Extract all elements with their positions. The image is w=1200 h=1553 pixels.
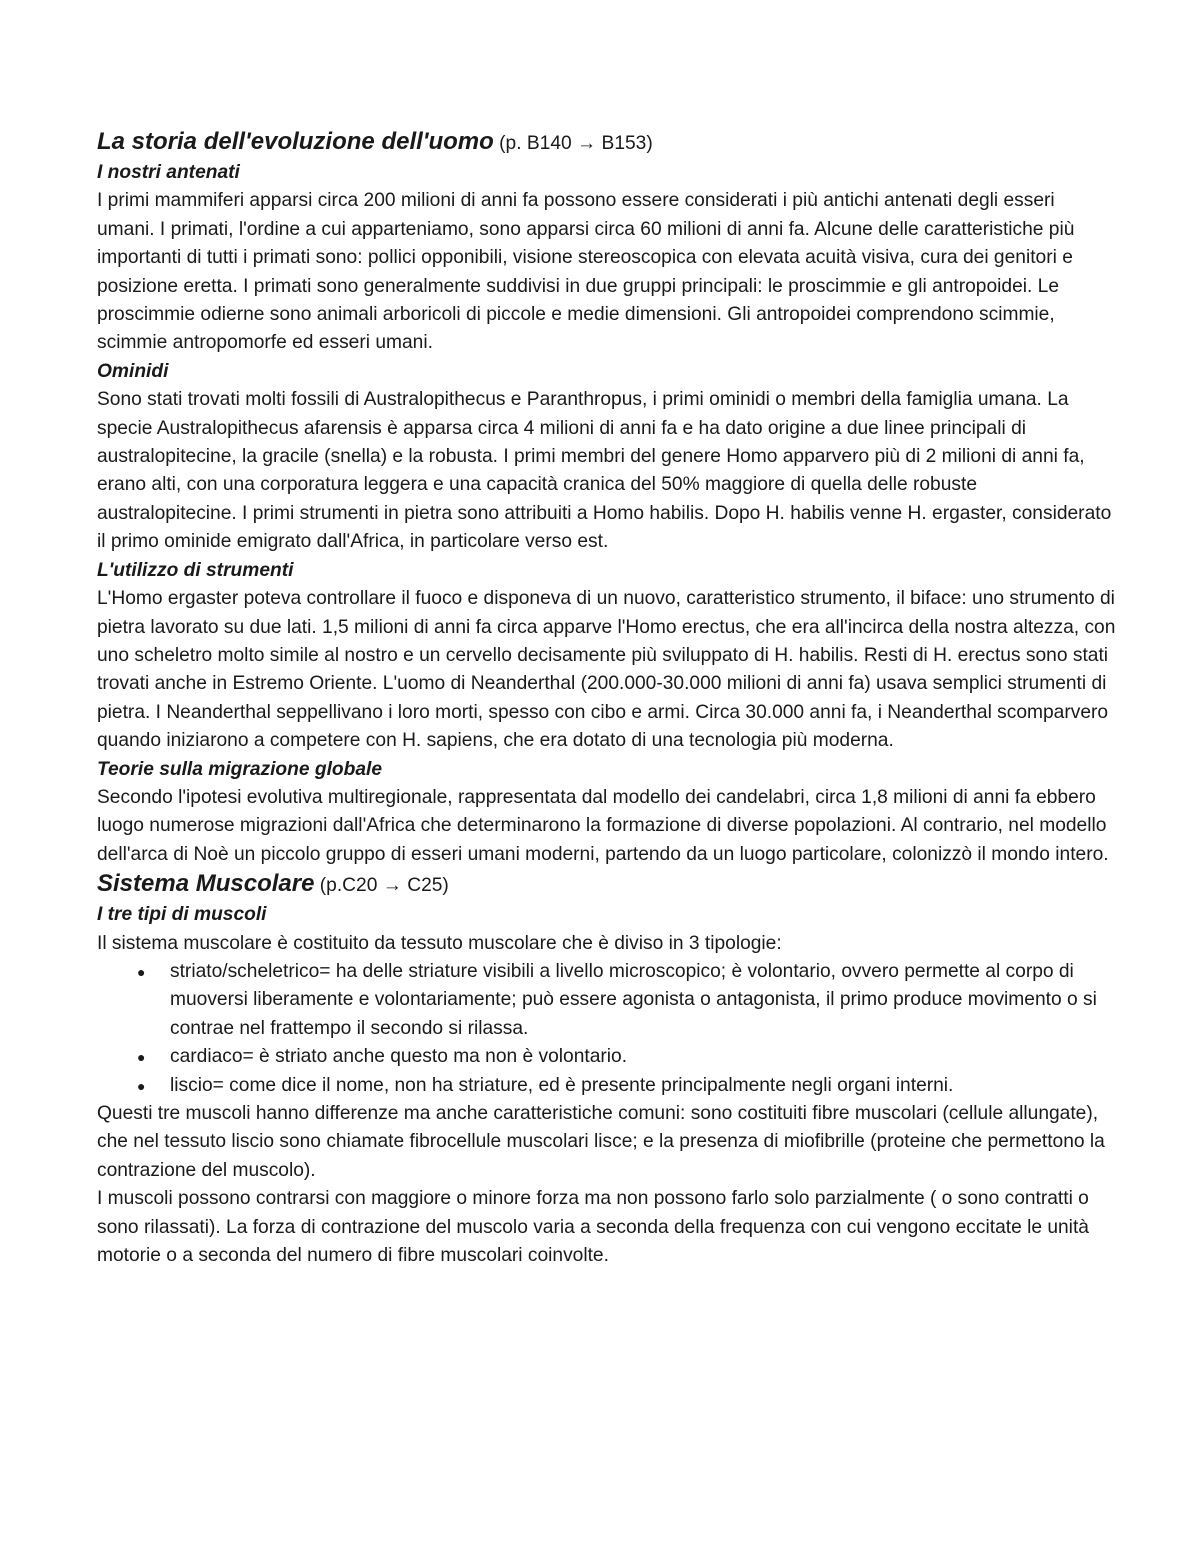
subheading-tipi-muscoli: I tre tipi di muscoli [97,904,267,926]
bullet-icon: ● [137,1077,146,1094]
section-title-muscolare [97,869,1117,901]
bullet-icon: ● [137,1049,146,1066]
paragraph-intro-muscoli: Il sistema muscolare è costituito da tessuto muscolare che è diviso in 3 tipologie: [97,932,782,954]
list-item [97,1072,1117,1100]
list-item-text: striato/scheletrico= ha delle striature visibili a livello microscopico; è volontario, ovvero permette al corpo di muoversi liberamente e volontariamente; può essere agonista o antagonista, il primo produce movimento o si contrae nel frattempo il secondo si rilassa. [170,960,1097,1039]
bullet-list-muscoli [97,958,1117,1100]
paragraph-migrazione: Secondo l'ipotesi evolutiva multiregionale, rappresentata dal modello dei candelabri, circa 1,8 milioni di anni fa ebbero luogo numerose migrazioni dall'Africa che determinarono la formazione di diverse popolazioni. Al contrario, nel modello dell'arca di Noè un piccolo gruppo di esseri umani moderni, partendo da un luogo particolare, colonizzò il mondo intero. [97,786,1109,865]
list-item-text: cardiaco= è striato anche questo ma non è volontario. [170,1046,628,1068]
subheading-antenati: I nostri antenati [97,162,240,183]
list-item [97,1043,1117,1071]
paragraph-antenati: I primi mammiferi apparsi circa 200 milioni di anni fa possono essere considerati i più antichi antenati degli esseri umani. I primati, l'ordine a cui apparteniamo, sono apparsi circa 60 milioni di anni fa. Alcune delle caratteristiche più importanti di tutti i primati sono: pollici opponibili, visione stereoscopica con elevata acuità visiva, cura dei genitori e posizione eretta. I primati sono generalmente suddivisi in due gruppi principali: le proscimmie e gli antropoidei. Le proscimmie odierne sono animali arboricoli di piccole e medie dimensioni. Gli antropoidei comprendono scimmie, scimmie antropomorfe ed esseri umani. [97,190,1075,354]
page-reference: (p. B140 → B153) [499,133,653,154]
list-item [97,958,1117,1043]
document-page [97,127,1117,1270]
section-title-text: Sistema Muscolare [97,870,315,898]
paragraph-strumenti: L'Homo ergaster poteva controllare il fuoco e disponeva di un nuovo, caratteristico strumento, il biface: uno strumento di pietra lavorato su due lati. 1,5 milioni di anni fa circa apparve l'Homo erectus, che era all'incirca della nostra altezza, con uno scheletro molto simile al nostro e un cervello decisamente più sviluppato di H. habilis. Resti di H. erectus sono stati trovati anche in Estremo Oriente. L'uomo di Neanderthal (200.000-30.000 milioni di anni fa) usava semplici strumenti di pietra. I Neanderthal seppellivano i loro morti, spesso con cibo e armi. Circa 30.000 anni fa, i Neanderthal scomparvero quando iniziarono a competere con H. sapiens, che era dotato di una tecnologia più moderna. [97,588,1116,752]
section-title-evoluzione [97,127,1117,159]
subheading-strumenti: L'utilizzo di strumenti [97,559,294,581]
list-item-text: liscio= come dice il nome, non ha striature, ed è presente principalmente negli organi interni. [170,1074,954,1096]
bullet-icon: ● [137,963,146,980]
subheading-migrazione: Teorie sulla migrazione globale [97,758,383,780]
page-reference: (p.C20 → C25) [319,875,449,897]
section-title-text: La storia dell'evoluzione dell'uomo [97,128,494,155]
paragraph-caratteristiche: Questi tre muscoli hanno differenze ma anche caratteristiche comuni: sono costituiti fibre muscolari (cellule allungate), che nel tessuto liscio sono chiamate fibrocellule muscolari lisce; e la presenza di miofibrille (proteine che permettono la contrazione del muscolo). [97,1103,1105,1181]
subheading-ominidi: Ominidi [97,360,169,382]
paragraph-contrazione: I muscoli possono contrarsi con maggiore o minore forza ma non possono farlo solo parzialmente ( o sono contratti o sono rilassati). La forza di contrazione del muscolo varia a seconda della frequenza con cui vengono eccitate le unità motorie o a seconda del numero di fibre muscolari coinvolte. [97,1188,1089,1267]
paragraph-ominidi: Sono stati trovati molti fossili di Australopithecus e Paranthropus, i primi ominidi o membri della famiglia umana. La specie Australopithecus afarensis è apparsa circa 4 milioni di anni fa e ha dato origine a due linee principali di australopitecine, la gracile (snella) e la robusta. I primi membri del genere Homo apparvero più di 2 milioni di anni fa, erano alti, con una corporatura leggera e una capacità cranica del 50% maggiore di quella delle robuste australopitecine. I primi strumenti in pietra sono attribuiti a Homo habilis. Dopo H. habilis venne H. ergaster, considerato il primo ominide emigrato dall'Africa, in particolare verso est. [97,389,1112,553]
